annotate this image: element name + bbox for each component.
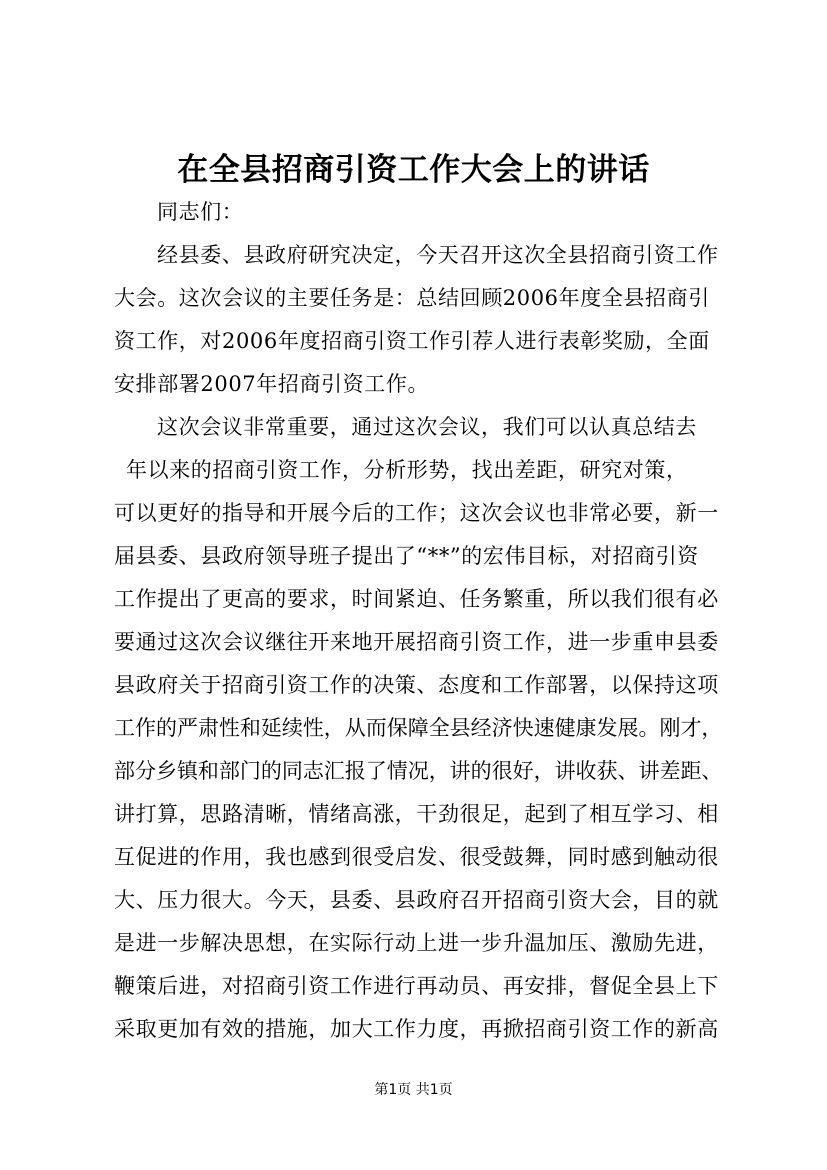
- paragraph-line: 互促进的作用，我也感到很受启发、很受鼓舞，同时感到触动很: [114, 845, 719, 869]
- paragraph-line: 这次会议非常重要，通过这次会议，我们可以认真总结去: [157, 415, 697, 439]
- paragraph-line: 届县委、县政府领导班子提出了“**”的宏伟目标，对招商引资: [114, 544, 699, 568]
- paragraph-line: 部分乡镇和部门的同志汇报了情况，讲的很好，讲收获、讲差距、: [114, 759, 723, 783]
- paragraph-line: 可以更好的指导和开展今后的工作；这次会议也非常必要，新一: [114, 501, 719, 525]
- salutation: 同志们：: [157, 200, 244, 224]
- paragraph-line: 是进一步解决思想，在实际行动上进一步升温加压、激励先进，: [114, 931, 719, 955]
- paragraph-line: 工作的严肃性和延续性，从而保障全县经济快速健康发展。刚才，: [114, 716, 723, 740]
- paragraph-line: 要通过这次会议继往开来地开展招商引资工作，进一步重申县委: [114, 630, 719, 654]
- paragraph-line: 工作提出了更高的要求，时间紧迫、任务繁重，所以我们很有必: [114, 587, 719, 611]
- paragraph-line: 资工作，对2006年度招商引资工作引荐人进行表彰奖励，全面: [114, 329, 710, 353]
- paragraph-line: 鞭策后进，对招商引资工作进行再动员、再安排，督促全县上下: [114, 974, 719, 998]
- paragraph-line: 安排部署2007年招商引资工作。: [114, 372, 430, 396]
- document-title: 在全县招商引资工作大会上的讲话: [177, 152, 650, 188]
- paragraph-line: 大、压力很大。今天，县委、县政府召开招商引资大会，目的就: [114, 888, 719, 912]
- page-number-footer: 第1页 共1页: [374, 1082, 453, 1098]
- paragraph-line: 年以来的招商引资工作，分析形势，找出差距，研究对策，: [126, 458, 688, 482]
- paragraph-line: 经县委、县政府研究决定，今天召开这次全县招商引资工作: [157, 243, 719, 267]
- paragraph-line: 县政府关于招商引资工作的决策、态度和工作部署，以保持这项: [114, 673, 719, 697]
- paragraph-line: 大会。这次会议的主要任务是：总结回顾2006年度全县招商引: [114, 286, 710, 310]
- paragraph-line: 采取更加有效的措施，加大工作力度，再掀招商引资工作的新高: [114, 1017, 719, 1041]
- paragraph-line: 讲打算，思路清晰，情绪高涨，干劲很足，起到了相互学习、相: [114, 802, 719, 826]
